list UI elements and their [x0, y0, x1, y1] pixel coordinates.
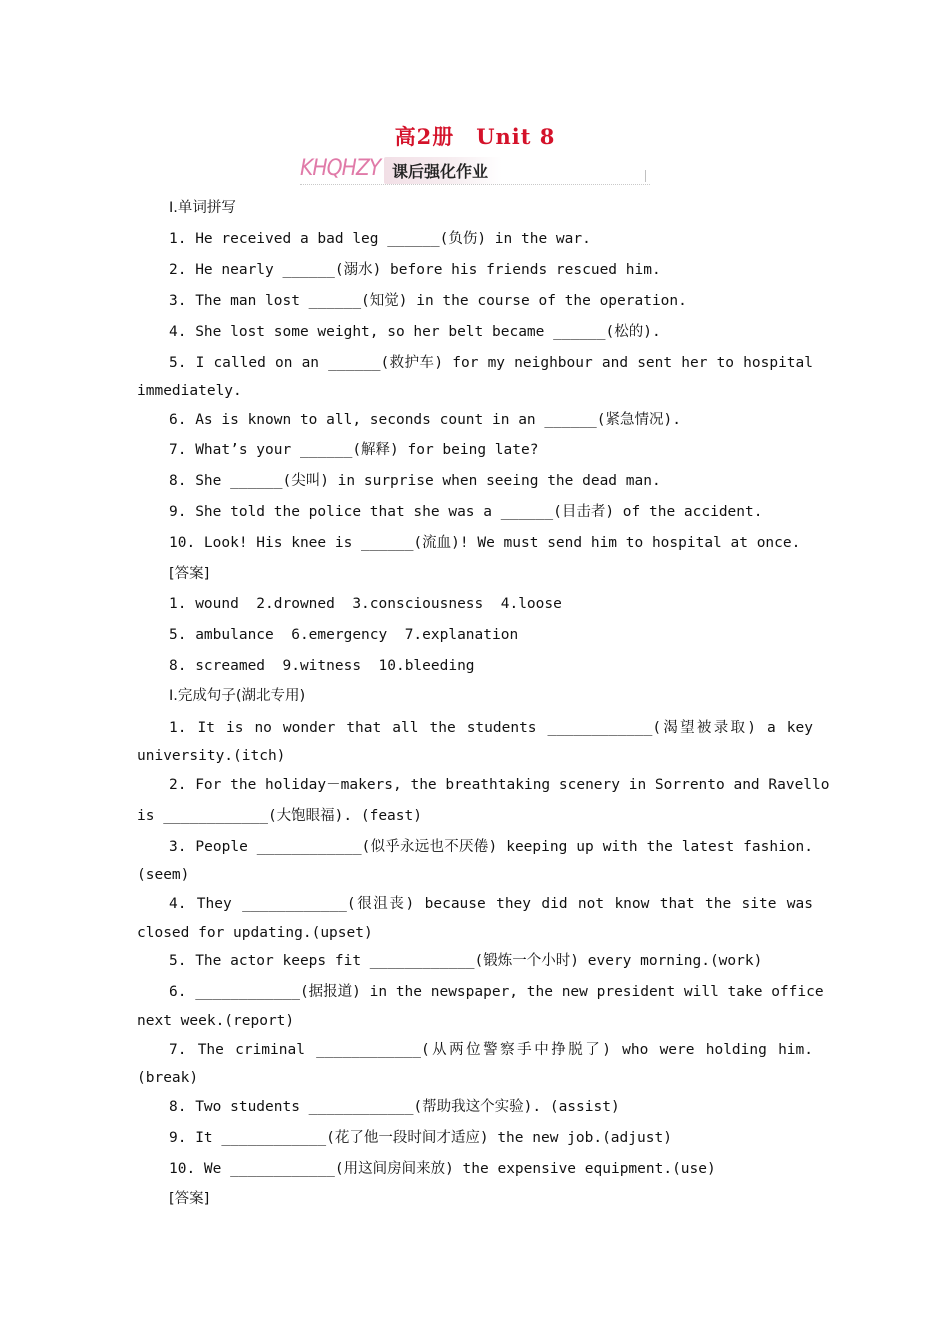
part1-item: 6. As is known to all, seconds count in an ______(紧急情况). [169, 412, 681, 428]
part2-item-continuation: next week.(report) [137, 1013, 295, 1029]
part2-item: 7. The criminal ____________(从两位警察手中挣脱了) who were holding him. [169, 1042, 813, 1058]
part1-item: 1. He received a bad leg ______(负伤) in the war. [169, 231, 591, 247]
part2-heading: Ⅰ.完成句子(湖北专用) [169, 688, 306, 704]
part2-answer-label: [答案] [169, 1191, 210, 1207]
part2-item-continuation: (seem) [137, 867, 190, 883]
part1-heading: Ⅰ.单词拼写 [169, 200, 236, 216]
part1-item: 2. He nearly ______(溺水) before his friends rescued him. [169, 262, 661, 278]
part1-item: 4. She lost some weight, so her belt became ______(松的). [169, 324, 661, 340]
part1-answer-line: 5. ambulance 6.emergency 7.explanation [169, 627, 519, 643]
part1-answer-line: 1. wound 2.drowned 3.consciousness 4.loose [169, 596, 562, 612]
part2-item-continuation: university.(itch) [137, 748, 286, 764]
part1-item-continuation: immediately. [137, 383, 242, 399]
part2-item-continuation: is ____________(大饱眼福). (feast) [137, 808, 422, 824]
part1-answer-line: 8. screamed 9.witness 10.bleeding [169, 658, 475, 674]
khqhzy-logo: KHQHZY [300, 156, 381, 181]
part2-item: 2. For the holiday－makers, the breathtaking scenery in Sorrento and Ravello [169, 777, 830, 793]
part2-item: 10. We ____________(用这间房间来放) the expensive equipment.(use) [169, 1161, 716, 1177]
part2-item-continuation: closed for updating.(upset) [137, 925, 373, 941]
section-banner [300, 150, 650, 190]
part2-item: 1. It is no wonder that all the students ____________(渴望被录取) a key [169, 720, 813, 736]
page-title: 高2册 Unit 8 [394, 124, 556, 149]
part1-item: 9. She told the police that she was a ______(目击者) of the accident. [169, 504, 763, 520]
part1-item: 3. The man lost ______(知觉) in the course of the operation. [169, 293, 687, 309]
part2-item: 8. Two students ____________(帮助我这个实验). (assist) [169, 1099, 620, 1115]
part2-item: 6. ____________(据报道) in the newspaper, the new president will take office [169, 984, 824, 1000]
banner-divider [300, 184, 650, 185]
banner-label: 课后强化作业 [384, 157, 502, 184]
part1-item: 8. She ______(尖叫) in surprise when seeing the dead man. [169, 473, 661, 489]
part1-item: 10. Look! His knee is ______(流血)! We must send him to hospital at once. [169, 535, 801, 551]
part2-item: 9. It ____________(花了他一段时间才适应) the new job.(adjust) [169, 1130, 672, 1146]
part2-item: 4. They ____________(很沮丧) because they did not know that the site was [169, 896, 813, 912]
part1-item: 7. What’s your ______(解释) for being late? [169, 442, 539, 458]
part1-answer-label: [答案] [169, 566, 210, 582]
part2-item-continuation: (break) [137, 1070, 199, 1086]
part2-item: 3. People ____________(似乎永远也不厌倦) keeping up with the latest fashion. [169, 839, 813, 855]
part1-item: 5. I called on an ______(救护车) for my neighbour and sent her to hospital [169, 355, 813, 371]
part2-item: 5. The actor keeps fit ____________(锻炼一个小时) every morning.(work) [169, 953, 763, 969]
banner-tick [645, 170, 646, 182]
